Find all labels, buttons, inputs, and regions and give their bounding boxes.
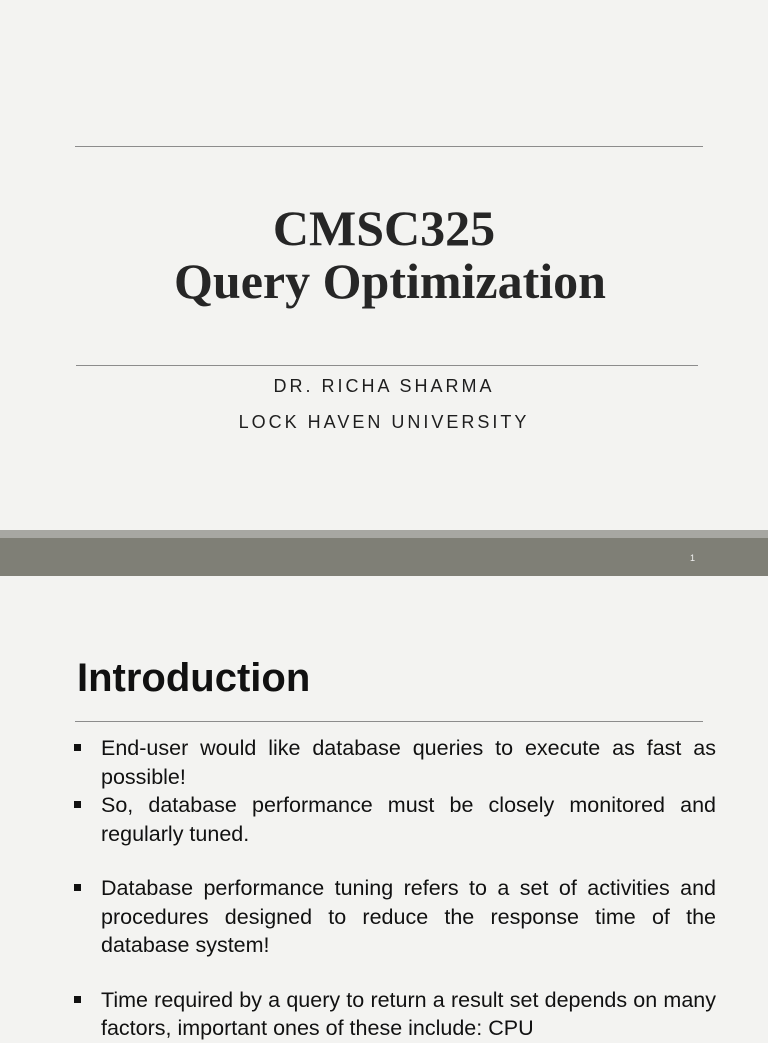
- top-divider: [75, 146, 703, 147]
- introduction-slide: [0, 576, 768, 1040]
- bullet-item: So, database performance must be closely monitored and regularly tuned.: [70, 791, 716, 848]
- heading-divider: [75, 721, 703, 722]
- slide-footer: [0, 538, 768, 576]
- square-bullet-icon: [74, 744, 81, 751]
- bullet-item: End-user would like database queries to execute as fast as possible!: [70, 734, 716, 791]
- author-name: DR. RICHA SHARMA: [273, 376, 495, 396]
- bottom-divider: [76, 365, 698, 366]
- bullet-list: [70, 734, 716, 1043]
- square-bullet-icon: [74, 801, 81, 808]
- page-number: 1: [690, 553, 696, 563]
- slide-heading: Introduction: [77, 656, 311, 700]
- footer-accent-strip: [0, 530, 768, 538]
- institution-name: LOCK HAVEN UNIVERSITY: [238, 412, 530, 432]
- bullet-item: Database performance tuning refers to a set of activities and procedures designed to reduce the response time of the database system!: [70, 874, 716, 960]
- slide-title: Query Optimization: [174, 253, 606, 309]
- bullet-item: Time required by a query to return a result set depends on many factors, important ones of these include: CPU: [70, 986, 716, 1043]
- square-bullet-icon: [74, 996, 81, 1003]
- course-code: CMSC325: [272, 200, 496, 256]
- square-bullet-icon: [74, 884, 81, 891]
